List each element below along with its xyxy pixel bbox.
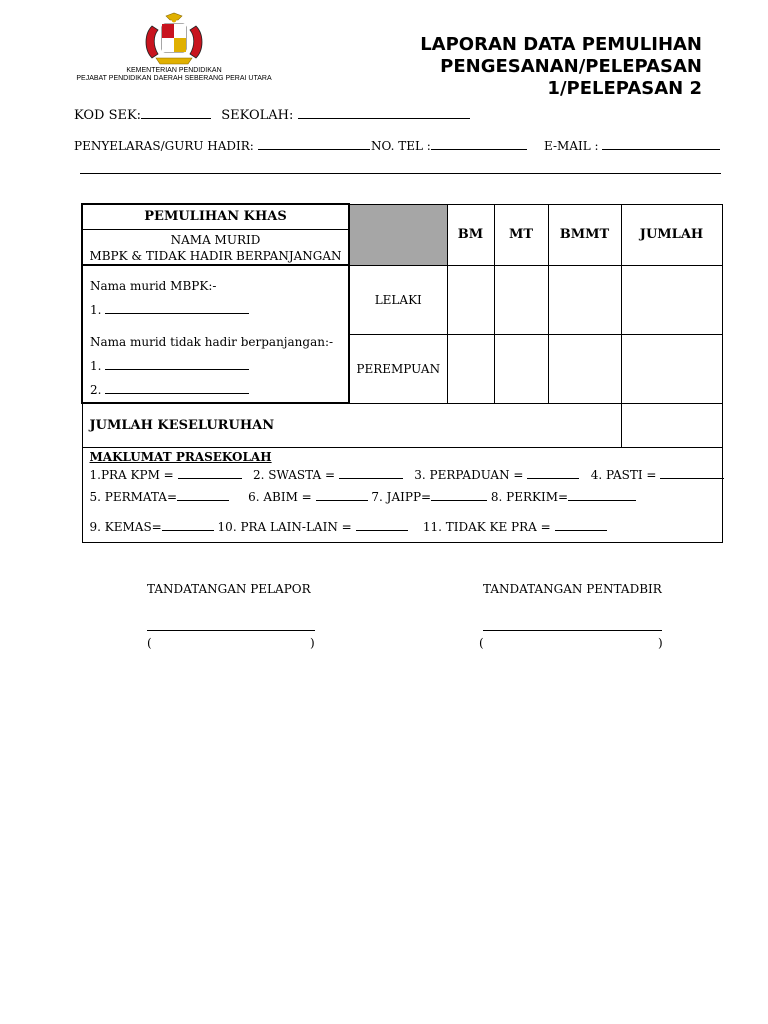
nama-mbpk-label: Nama murid MBPK:- bbox=[90, 279, 217, 293]
lelaki-mt-cell[interactable] bbox=[494, 265, 548, 334]
nama-tidak-hadir-label: Nama murid tidak hadir berpanjangan:- bbox=[90, 335, 334, 349]
swasta-field[interactable] bbox=[339, 467, 403, 479]
lelaki-bm-cell[interactable] bbox=[447, 265, 494, 334]
penyelaras-field[interactable] bbox=[258, 138, 370, 150]
pasti-field[interactable] bbox=[660, 467, 724, 479]
title-line2: PENGESANAN/PELEPASAN bbox=[440, 56, 702, 77]
email-field[interactable] bbox=[602, 138, 720, 150]
email-label: E-MAIL : bbox=[544, 139, 599, 153]
lelaki-label: LELAKI bbox=[349, 265, 447, 334]
title-line3: 1/PELEPASAN 2 bbox=[547, 78, 702, 99]
tidak-hadir-item-2[interactable]: 2. bbox=[90, 378, 348, 402]
tandatangan-pelapor-label: TANDATANGAN PELAPOR bbox=[147, 582, 311, 596]
lelaki-jumlah-cell[interactable] bbox=[621, 265, 722, 334]
grey-header-cell bbox=[349, 204, 447, 265]
email-row bbox=[544, 138, 720, 153]
no-tel-field[interactable] bbox=[431, 138, 527, 150]
pemulihan-khas-header bbox=[82, 204, 349, 265]
col-mt: MT bbox=[494, 204, 548, 265]
sekolah-label: SEKOLAH: bbox=[221, 108, 294, 123]
pelapor-close-paren: ) bbox=[310, 636, 315, 650]
ministry-line1: KEMENTERIAN PENDIDIKAN bbox=[126, 67, 222, 74]
perempuan-jumlah-cell[interactable] bbox=[621, 334, 722, 403]
kemas-field[interactable] bbox=[162, 519, 214, 531]
pemulihan-table bbox=[81, 203, 723, 543]
kod-sek-row bbox=[74, 107, 470, 123]
jumlah-keseluruhan-label: JUMLAH KESELURUHAN bbox=[82, 403, 621, 447]
tandatangan-pentadbir-label: TANDATANGAN PENTADBIR bbox=[483, 582, 662, 596]
prasekolah-row-3: 9. KEMAS= 10. PRA LAIN-LAIN = 11. TIDAK KE PRA = bbox=[90, 516, 722, 538]
ministry-line2: PEJABAT PENDIDIKAN DAERAH SEBERANG PERAI UTARA bbox=[76, 75, 272, 82]
no-tel-row bbox=[371, 138, 527, 153]
report-title bbox=[380, 34, 702, 99]
student-names-cell bbox=[82, 265, 349, 403]
perempuan-mt-cell[interactable] bbox=[494, 334, 548, 403]
penyelaras-row bbox=[74, 138, 370, 153]
maklumat-prasekolah-section bbox=[82, 447, 722, 542]
prasekolah-row-2: 5. PERMATA= 6. ABIM = 7. JAIPP= 8. PERKIM= bbox=[90, 486, 722, 508]
tidak-hadir-item-1[interactable]: 1. bbox=[90, 354, 348, 378]
jaipp-field[interactable] bbox=[431, 489, 487, 501]
pentadbir-signature-line[interactable] bbox=[483, 630, 662, 631]
no-tel-label: NO. TEL : bbox=[371, 139, 431, 153]
pelapor-signature-line[interactable] bbox=[147, 630, 315, 631]
col-bm: BM bbox=[447, 204, 494, 265]
lelaki-bmmt-cell[interactable] bbox=[548, 265, 621, 334]
pra-lain-field[interactable] bbox=[356, 519, 408, 531]
perpaduan-field[interactable] bbox=[527, 467, 579, 479]
nama-murid-label: NAMA MURID MBPK & TIDAK HADIR BERPANJANGAN bbox=[89, 233, 342, 263]
prasekolah-row-1: 1.PRA KPM = 2. SWASTA = 3. PERPADUAN = 4. PASTI = bbox=[90, 464, 722, 486]
pentadbir-open-paren: ( bbox=[479, 636, 484, 650]
kod-sek-field[interactable] bbox=[141, 107, 211, 119]
abim-field[interactable] bbox=[316, 489, 368, 501]
pentadbir-close-paren: ) bbox=[658, 636, 663, 650]
perempuan-label: PEREMPUAN bbox=[349, 334, 447, 403]
mbpk-item-1[interactable]: 1. bbox=[90, 298, 348, 322]
permata-field[interactable] bbox=[177, 489, 229, 501]
coat-of-arms-icon bbox=[138, 12, 210, 66]
ministry-name bbox=[76, 67, 272, 83]
pra-kpm-field[interactable] bbox=[178, 467, 242, 479]
jumlah-keseluruhan-cell[interactable] bbox=[621, 403, 722, 447]
title-line1: LAPORAN DATA PEMULIHAN bbox=[420, 34, 702, 55]
perkim-field[interactable] bbox=[568, 489, 636, 501]
sekolah-field[interactable] bbox=[298, 107, 470, 119]
penyelaras-label: PENYELARAS/GURU HADIR: bbox=[74, 139, 254, 153]
kod-sek-label: KOD SEK: bbox=[74, 108, 142, 123]
pelapor-open-paren: ( bbox=[147, 636, 152, 650]
col-bmmt: BMMT bbox=[548, 204, 621, 265]
col-jumlah: JUMLAH bbox=[621, 204, 722, 265]
header-divider bbox=[80, 173, 721, 174]
perempuan-bm-cell[interactable] bbox=[447, 334, 494, 403]
perempuan-bmmt-cell[interactable] bbox=[548, 334, 621, 403]
tidak-ke-pra-field[interactable] bbox=[555, 519, 607, 531]
pemulihan-khas-title: PEMULIHAN KHAS bbox=[83, 205, 348, 230]
prasekolah-heading: MAKLUMAT PRASEKOLAH bbox=[89, 449, 272, 464]
